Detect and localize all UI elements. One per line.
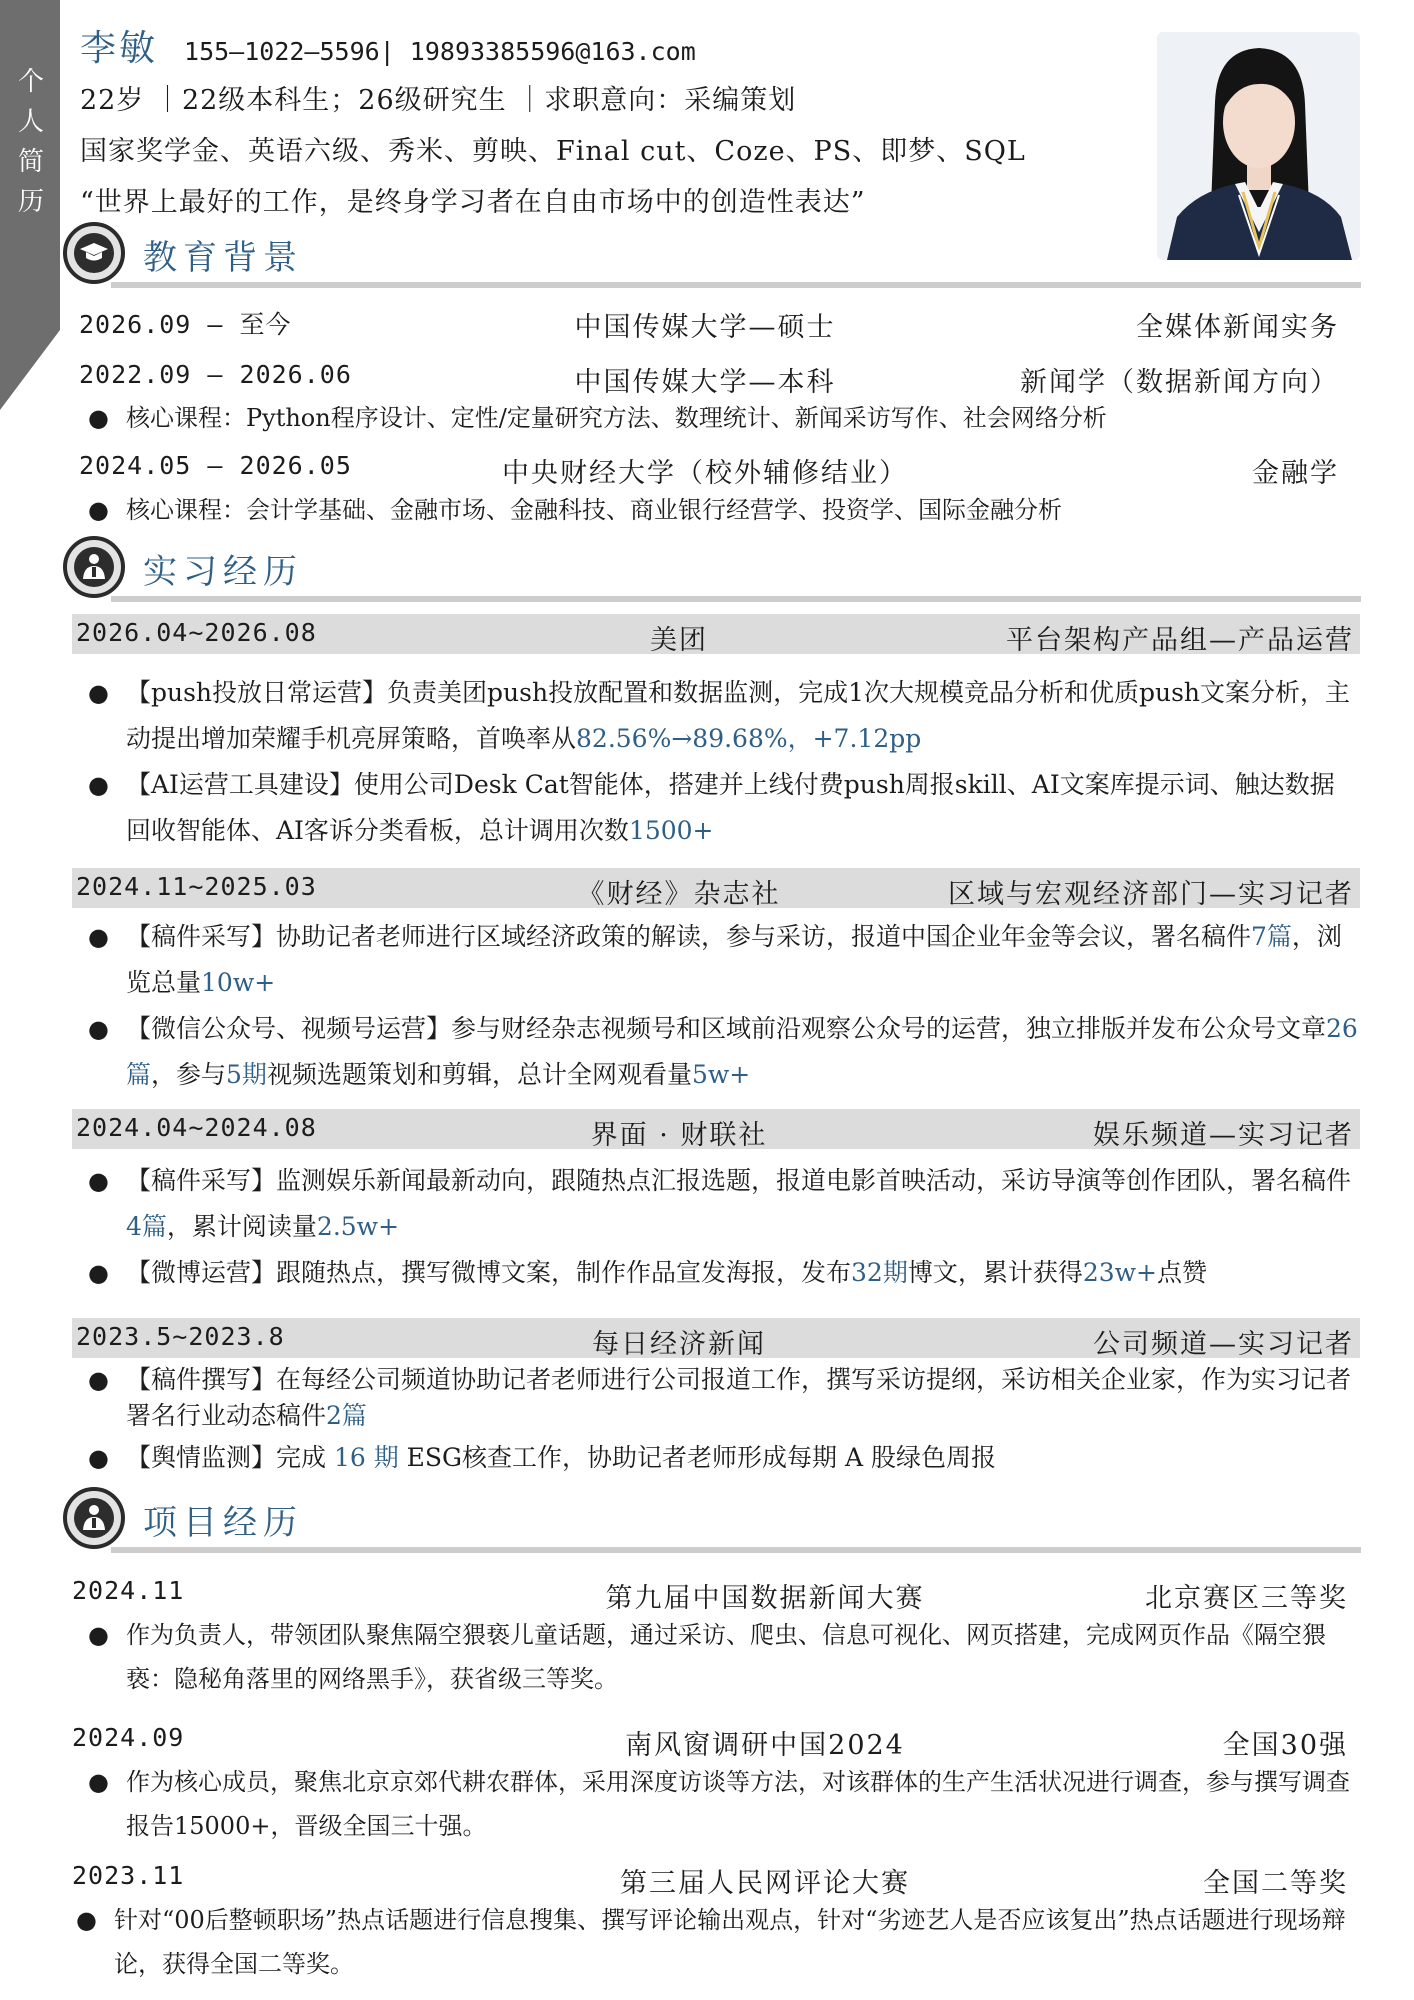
internship-bullet [88,762,1358,854]
project-row [68,1572,1348,1614]
bullet-text [126,1438,1358,1478]
basic-info: 22岁 ｜22级本科生；26级研究生 ｜求职意向：采编策划 [80,85,797,116]
section-title-internship: 实习经历 [143,552,303,592]
internship-date: 2024.04~2024.08 [76,1113,317,1142]
project-bullet [76,1898,1346,1986]
bullet-text [126,1006,1358,1098]
highlight-metric: 23w+ [1082,1258,1158,1287]
highlight-metric: 1500+ [628,816,714,845]
bullet-text [126,762,1358,854]
bullet-text [126,1362,1358,1434]
bullet-dot: ● [88,1621,109,1649]
education-school: 中国传媒大学—本科 [574,367,836,398]
highlight-metric: 2篇 [326,1401,367,1430]
education-date: 2026.09 — 至今 [79,310,292,339]
motto: “世界上最好的工作，是终身学习者在自由市场中的创造性表达” [80,187,866,218]
bullet-dot: ● [88,1015,109,1043]
highlight-metric: 5w+ [691,1060,751,1089]
internship-row [72,614,1360,654]
bullet-dot: ● [88,1366,109,1394]
bullet-text [126,914,1358,1006]
section-education-header [63,222,1363,292]
side-ribbon [0,0,60,410]
bullet-segment: 【push投放日常运营】负责美团push投放配置和数据监测，完成1次大规模竞品分析和优质push文案分析，主动提出增加荣耀手机亮屏策略，首唤率从 [126,678,1351,753]
internship-role: 公司频道—实习记者 [1093,1329,1354,1360]
person-briefcase-icon [63,536,125,598]
internship-bullet [88,670,1358,762]
project-date: 2023.11 [72,1861,185,1890]
bullet-dot: ● [88,679,109,707]
internship-role: 平台架构产品组—产品运营 [1006,625,1354,656]
highlight-metric: 5期 [226,1060,267,1089]
bullet-segment: 【稿件撰写】在每经公司频道协助记者老师进行公司报道工作，撰写采访提纲，采访相关企业家，作为实习记者署名行业动态稿件 [126,1365,1352,1430]
person-briefcase-icon [63,1487,125,1549]
bullet-segment: 【AI运营工具建设】使用公司Desk Cat智能体，搭建并上线付费push周报skill、AI文案库提示词、触达数据回收智能体、AI客诉分类看板，总计调用次数 [126,770,1335,845]
education-course-list [88,488,1358,532]
internship-bullet [88,914,1358,1006]
section-title-education: 教育背景 [143,238,303,278]
internship-row [72,868,1360,908]
project-date: 2024.09 [72,1723,185,1752]
bullet-dot: ● [88,1444,109,1472]
highlight-metric: 2.5w+ [316,1212,400,1241]
bullet-dot: ● [88,1259,109,1287]
education-date: 2022.09 — 2026.06 [79,360,352,389]
highlight-metric: 26篇 [126,1014,1358,1089]
project-name: 第三届人民网评论大赛 [620,1868,910,1899]
internship-bullet [88,1438,1358,1478]
section-divider [111,596,1361,602]
bullet-text [126,670,1358,762]
project-row [68,1857,1348,1899]
section-title-projects: 项目经历 [143,1503,303,1543]
graduation-cap-icon [63,222,125,284]
project-name: 第九届中国数据新闻大赛 [605,1583,925,1614]
bullet-text [126,1158,1358,1250]
project-award: 全国二等奖 [1203,1868,1348,1899]
section-internship-header [63,536,1363,606]
project-date: 2024.11 [72,1576,185,1605]
bullet-segment: ESG核查工作，协助记者老师形成每期 A 股绿色周报 [398,1443,996,1472]
project-bullet [88,1613,1358,1701]
bullet-segment: 视频选题策划和剪辑，总计全网观看量 [266,1060,692,1089]
bullet-segment: 【微信公众号、视频号运营】参与财经杂志视频号和区域前沿观察公众号的运营，独立排版并发布公众号文章 [126,1014,1327,1043]
education-major: 金融学 [1252,458,1339,489]
internship-row [72,1318,1360,1358]
project-bullet [88,1760,1358,1848]
bullet-dot: ● [88,1768,109,1796]
education-school: 中央财经大学（校外辅修结业） [502,458,908,489]
education-major: 新闻学（数据新闻方向） [1020,367,1339,398]
course-text: 核心课程：会计学基础、金融市场、金融科技、商业银行经营学、投资学、国际金融分析 [126,496,1062,524]
highlight-metric: 4篇 [126,1212,167,1241]
bullet-segment: 【微博运营】跟随热点，撰写微博文案，制作作品宣发海报，发布 [126,1258,852,1287]
section-divider [111,1547,1361,1553]
project-desc: 作为负责人，带领团队聚焦隔空猥亵儿童话题，通过采访、爬虫、信息可视化、网页搭建，完成网页作品《隔空猥亵：隐秘角落里的网络黑手》，获省级三等奖。 [126,1621,1326,1693]
internship-company: 界面 · 财联社 [590,1120,768,1151]
name-line [80,20,696,71]
bullet-dot: ● [88,923,109,951]
project-desc: 针对“00后整顿职场”热点话题进行信息搜集、撰写评论输出观点，针对“劣迹艺人是否应该复出”热点话题进行现场辩论，获得全国二等奖。 [114,1906,1346,1978]
internship-role: 娱乐频道—实习记者 [1093,1120,1354,1151]
project-desc: 作为核心成员，聚焦北京京郊代耕农群体，采用深度访谈等方法，对该群体的生产生活状况进行调查，参与撰写调查报告15000+，晋级全国三十强。 [126,1768,1350,1840]
internship-company: 每日经济新闻 [592,1329,766,1360]
bullet-segment: ，累计阅读量 [166,1212,317,1241]
education-date: 2024.05 — 2026.05 [79,451,352,480]
bullet-dot: ● [76,1906,97,1934]
education-row [75,356,1345,396]
bullet-segment: 点赞 [1157,1258,1208,1287]
highlight-metric: 16 期 [333,1443,399,1472]
course-text: 核心课程：Python程序设计、定性/定量研究方法、数理统计、新闻采访写作、社会网络分析 [126,404,1107,432]
education-row [75,447,1345,487]
education-course-list [88,396,1358,440]
internship-role: 区域与宏观经济部门—实习记者 [948,879,1354,910]
project-award: 全国30强 [1222,1730,1348,1761]
internship-bullet [88,1006,1358,1098]
internship-row [72,1109,1360,1149]
bullet-dot: ● [88,404,109,432]
bullet-dot: ● [88,496,109,524]
section-divider [111,282,1361,288]
bullet-segment: 【稿件采写】协助记者老师进行区域经济政策的解读，参与采访，报道中国企业年金等会议，署名稿件 [126,922,1252,951]
internship-date: 2023.5~2023.8 [76,1322,285,1351]
bullet-dot: ● [88,771,109,799]
highlight-metric: 32期 [851,1258,908,1287]
skills-line: 国家奖学金、英语六级、秀米、剪映、Final cut、Coze、PS、即梦、SQL [80,136,1026,167]
bullet-dot: ● [88,1167,109,1195]
internship-bullet [88,1250,1358,1296]
contact-info: 155–1022–5596| 19893385596@163.com [184,37,696,66]
bullet-segment: ，参与 [151,1060,227,1089]
education-row [75,301,1345,341]
section-projects-header [63,1487,1363,1557]
internship-company: 《财经》杂志社 [577,879,781,910]
side-label: 个人简历 [17,67,44,217]
internship-date: 2024.11~2025.03 [76,872,317,901]
project-name: 南风窗调研中国2024 [625,1730,905,1761]
highlight-metric: 7篇 [1251,922,1292,951]
internship-date: 2026.04~2026.08 [76,618,317,647]
person-name: 李敏 [80,28,159,69]
project-row [68,1719,1348,1761]
bullet-text [126,1250,1358,1296]
education-school: 中国传媒大学—硕士 [574,312,836,343]
education-major: 全媒体新闻实务 [1136,312,1339,343]
bullet-segment: 【舆情监测】完成 [126,1443,334,1472]
internship-company: 美团 [650,625,708,656]
bullet-segment: 【稿件采写】监测娱乐新闻最新动向，跟随热点汇报选题，报道电影首映活动，采访导演等创作团队，署名稿件 [126,1166,1352,1195]
bullet-segment: ，浏览总量 [126,922,1342,997]
bullet-segment: 博文，累计获得 [907,1258,1083,1287]
internship-bullet [88,1158,1358,1250]
highlight-metric: 10w+ [201,968,276,997]
internship-bullet [88,1362,1358,1434]
highlight-metric: 82.56%→89.68%，+7.12pp [576,724,922,753]
project-award: 北京赛区三等奖 [1145,1583,1348,1614]
